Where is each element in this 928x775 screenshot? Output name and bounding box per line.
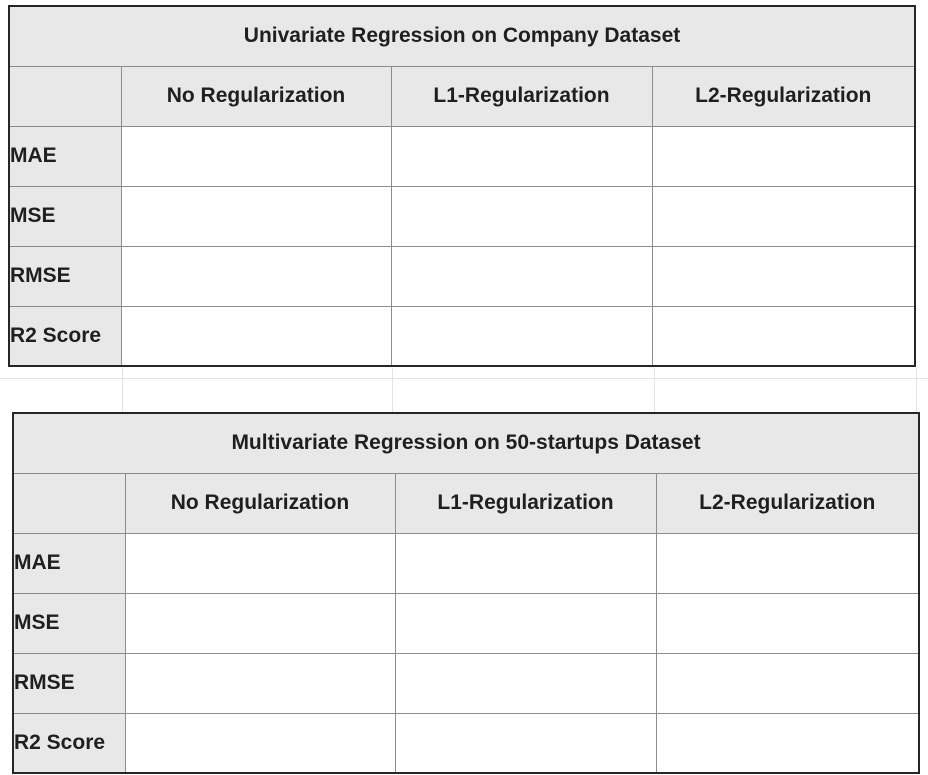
value-cell[interactable]: [656, 593, 919, 653]
univariate-results-table: [8, 5, 916, 367]
row-header-mse: MSE: [9, 186, 121, 246]
value-cell[interactable]: [125, 533, 395, 593]
corner-cell[interactable]: [13, 473, 125, 533]
table-row: [13, 533, 919, 593]
row-header-mse: MSE: [13, 593, 125, 653]
value-cell[interactable]: [121, 186, 391, 246]
value-cell[interactable]: [125, 713, 395, 773]
row-header-rmse: RMSE: [9, 246, 121, 306]
row-header-r2-score: R2 Score: [9, 306, 121, 366]
value-cell[interactable]: [395, 593, 656, 653]
value-cell[interactable]: [125, 653, 395, 713]
row-header-mae: MAE: [9, 126, 121, 186]
corner-cell[interactable]: [9, 66, 121, 126]
table-row: [13, 593, 919, 653]
column-header-l1-regularization: L1-Regularization: [391, 66, 652, 126]
multivariate-results-table: [12, 412, 920, 774]
value-cell[interactable]: [125, 593, 395, 653]
column-header-l2-regularization: L2-Regularization: [652, 66, 915, 126]
sheet-gridline: [392, 368, 393, 412]
value-cell[interactable]: [652, 186, 915, 246]
value-cell[interactable]: [391, 246, 652, 306]
value-cell[interactable]: [395, 653, 656, 713]
value-cell[interactable]: [395, 533, 656, 593]
table-row: [13, 653, 919, 713]
row-header-rmse: RMSE: [13, 653, 125, 713]
row-header-r2-score: R2 Score: [13, 713, 125, 773]
value-cell[interactable]: [656, 653, 919, 713]
value-cell[interactable]: [656, 713, 919, 773]
value-cell[interactable]: [391, 186, 652, 246]
sheet-gridline: [122, 368, 123, 412]
table-title: Multivariate Regression on 50-startups Dataset: [13, 413, 919, 473]
value-cell[interactable]: [391, 306, 652, 366]
table-row: [9, 126, 915, 186]
sheet-gridline: [0, 378, 928, 379]
sheet-gridline: [654, 368, 655, 412]
value-cell[interactable]: [652, 246, 915, 306]
column-header-l2-regularization: L2-Regularization: [656, 473, 919, 533]
column-header-no-regularization: No Regularization: [121, 66, 391, 126]
table-row: [9, 306, 915, 366]
value-cell[interactable]: [121, 246, 391, 306]
column-header-l1-regularization: L1-Regularization: [395, 473, 656, 533]
value-cell[interactable]: [652, 126, 915, 186]
row-header-mae: MAE: [13, 533, 125, 593]
value-cell[interactable]: [395, 713, 656, 773]
sheet-gridline: [916, 368, 917, 412]
table-row: [13, 713, 919, 773]
table-title: Univariate Regression on Company Dataset: [9, 6, 915, 66]
value-cell[interactable]: [656, 533, 919, 593]
table-row: [9, 246, 915, 306]
value-cell[interactable]: [121, 306, 391, 366]
value-cell[interactable]: [121, 126, 391, 186]
value-cell[interactable]: [391, 126, 652, 186]
value-cell[interactable]: [652, 306, 915, 366]
column-header-no-regularization: No Regularization: [125, 473, 395, 533]
table-row: [9, 186, 915, 246]
